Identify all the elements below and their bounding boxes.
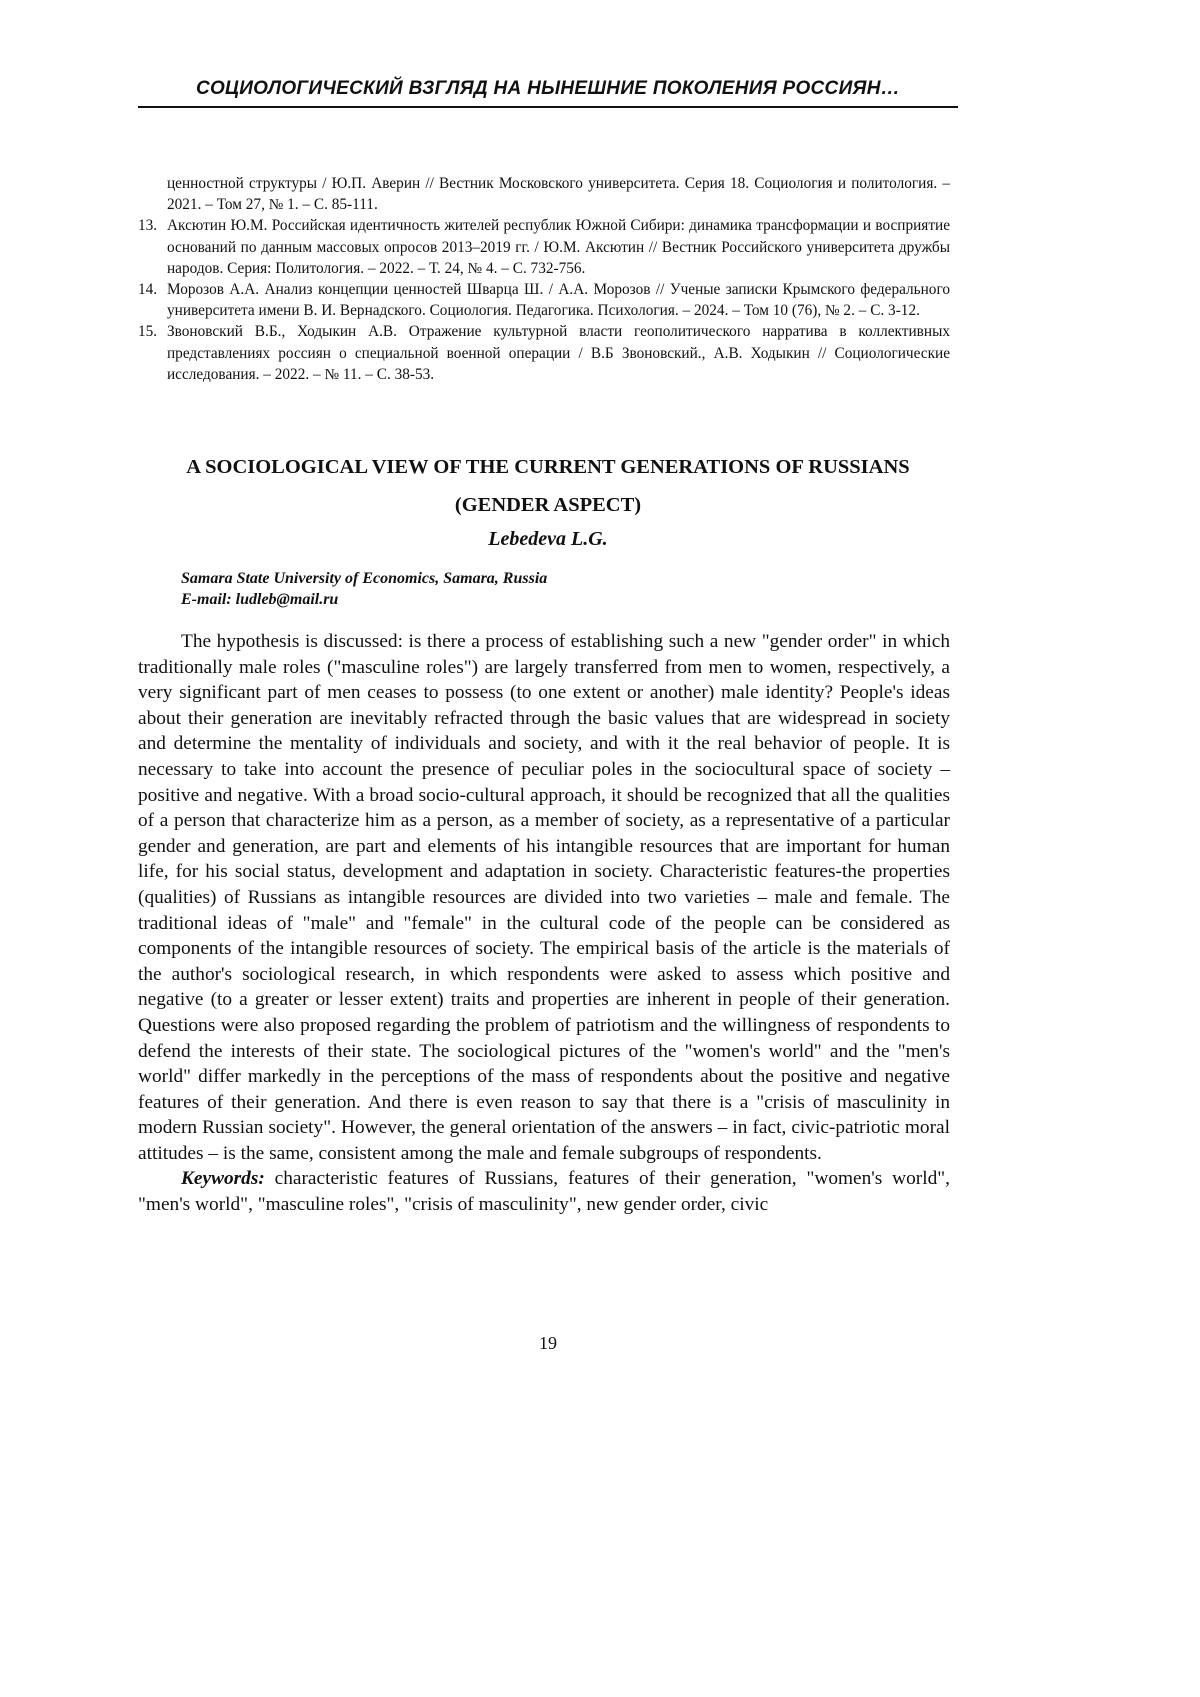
reference-text: Аксютин Ю.М. Российская идентичность жителей республик Южной Сибири: динамика трансформации и восприятие оснований по данным массовых опросов 2013–2019 гг. / Ю.М. Аксютин // Вестник Российского университета дружбы народов. Серия: Политология. – 2022. – Т. 24, № 4. – С. 732-756. [167, 217, 950, 276]
reference-item [138, 215, 950, 279]
title-line-2: (GENDER ASPECT) [138, 486, 958, 524]
author-email: E-mail: ludleb@mail.ru [181, 589, 941, 610]
reference-text: Морозов А.А. Анализ концепции ценностей Шварца Ш. / А.А. Морозов // Ученые записки Крымского федерального университета имени В. И. Вернадского. Социология. Педагогика. Психология. – 2024. – Том 10 (76), № 2. – С. 3-12. [167, 281, 950, 319]
reference-number: 14. [138, 279, 157, 300]
author-affiliation [181, 568, 941, 610]
affiliation-text: Samara State University of Economics, Samara, Russia [181, 568, 941, 589]
keywords [138, 1166, 950, 1217]
abstract-text: The hypothesis is discussed: is there a process of establishing such a new "gender order" in which traditionally male roles ("masculine roles") are largely transferred from men to women, respectively, a very significant part of men ceases to possess (to one extent or another) male identity? People's ideas about their generation are inevitably refracted through the basic values that are widespread in society and determine the mentality of individuals and society, and with it the real behavior of people. It is necessary to take into account the presence of peculiar poles in the sociocultural space of society – positive and negative. With a broad socio-cultural approach, it should be recognized that all the qualities of a person that characterize him as a person, as a member of society, as a representative of a particular gender and generation, are part and elements of his intangible resources that are important for human life, for his social status, development and adaptation in society. Characteristic features-the properties (qualities) of Russians as intangible resources are divided into two varieties – male and female. The traditional ideas of "male" and "female" in the cultural code of the people can be considered as components of the intangible resources of society. The empirical basis of the article is the materials of the author's sociological research, in which respondents were asked to assess which positive and negative (to a greater or lesser extent) traits and properties are inherent in people of their generation. Questions were also proposed regarding the problem of patriotism and the willingness of respondents to defend the interests of their state. The sociological pictures of the "women's world" and the "men's world" differ markedly in the perceptions of the mass of respondents about the positive and negative features of their generation. And there is even reason to say that there is a "crisis of masculinity in modern Russian society". However, the general orientation of the answers – in fact, civic-patriotic moral attitudes – is the same, consistent among the male and female subgroups of respondents. [138, 629, 950, 1166]
keywords-text: characteristic features of Russians, features of their generation, "women's world", "men's world", "masculine roles", "crisis of masculinity", new gender order, civic [138, 1168, 950, 1215]
abstract [138, 629, 950, 1218]
title-line-1: A SOCIOLOGICAL VIEW OF THE CURRENT GENERATIONS OF RUSSIANS [138, 448, 958, 486]
article-title [138, 448, 958, 524]
reference-continuation: ценностной структуры / Ю.П. Аверин // Вестник Московского университета. Серия 18. Социология и политология. – 2021. – Том 27, № 1. – С. 85-111. [138, 173, 950, 215]
reference-list [138, 173, 950, 385]
running-header: СОЦИОЛОГИЧЕСКИЙ ВЗГЛЯД НА НЫНЕШНИЕ ПОКОЛЕНИЯ РОССИЯН… [138, 78, 958, 108]
reference-text: Звоновский В.Б., Ходыкин А.В. Отражение культурной власти геополитического нарратива в коллективных представлениях россиян о специальной военной операции / В.Б Звоновский., А.В. Ходыкин // Социологические исследования. – 2022. – № 11. – С. 38-53. [167, 323, 950, 382]
reference-item [138, 321, 950, 385]
reference-number: 15. [138, 321, 157, 342]
author-name: Lebedeva L.G. [138, 528, 958, 551]
reference-item [138, 279, 950, 321]
keywords-label: Keywords: [181, 1168, 265, 1189]
page-number: 19 [138, 1333, 958, 1354]
reference-number: 13. [138, 215, 157, 236]
